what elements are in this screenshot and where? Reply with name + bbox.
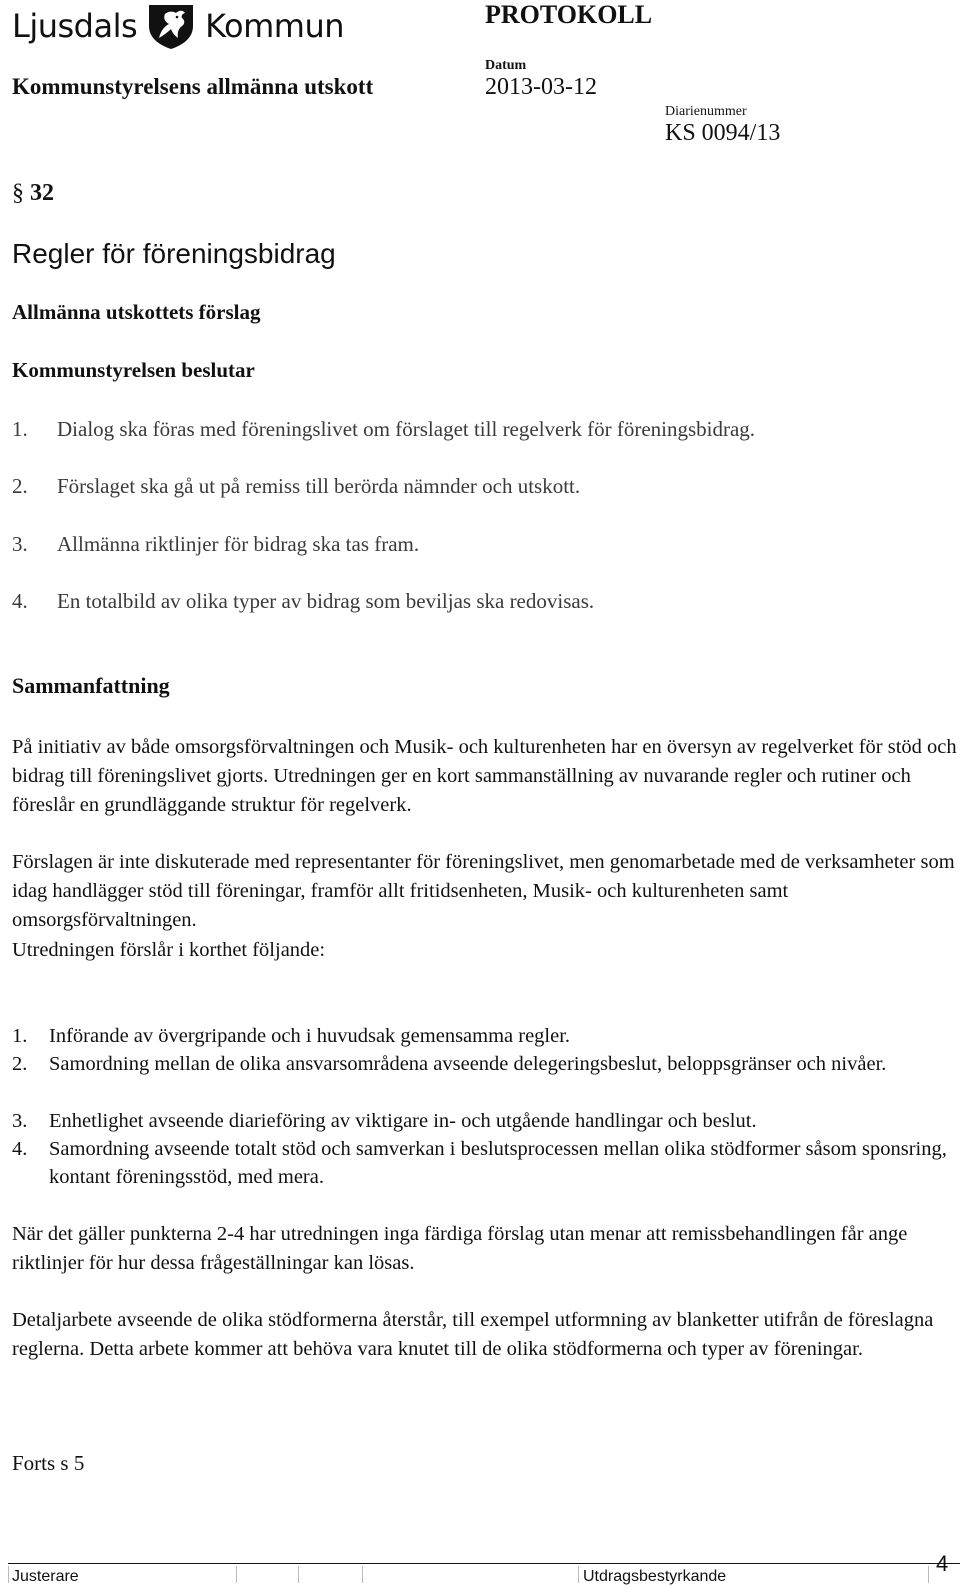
page-number: 4: [936, 1551, 949, 1576]
date-label: Datum: [485, 58, 527, 73]
list-item-text: En totalbild av olika typer av bidrag som beviljas ska redovisas.: [57, 589, 595, 613]
list-item-text: Samordning avseende totalt stöd och samverkan i beslutsprocessen mellan olika stödformer såsom sponsring, kontant föreningsstöd, med mera.: [49, 1138, 947, 1188]
committee-name: Kommunstyrelsens allmänna utskott: [12, 74, 374, 99]
summary-paragraph-2: Förslagen är inte diskuterade med representanter för föreningslivet, men genomarbetade med de verksamheter som idag handlägger stöd till föreningar, framför allt fritidsenheten, Musik- och kulturenheten samt omsorgsförvaltningen.: [12, 851, 955, 931]
list-item-number: 2.: [12, 1053, 28, 1075]
footer-cell-divider: [236, 1566, 237, 1583]
list-item: [12, 589, 594, 614]
footer-cell-divider: [362, 1566, 363, 1583]
document-type: PROTOKOLL: [485, 0, 653, 29]
list-item-number: 1.: [12, 1025, 28, 1047]
list-item: [12, 474, 580, 499]
list-item-number: 4.: [12, 1138, 28, 1160]
footer-utdrag-label: Utdragsbestyrkande: [583, 1568, 727, 1585]
summary-heading: Sammanfattning: [12, 673, 170, 698]
footer-justerare-label: Justerare: [12, 1568, 79, 1585]
footer-cell-divider: [928, 1566, 929, 1583]
footer-divider: [8, 1563, 960, 1584]
list-item-number: 3.: [12, 532, 28, 556]
summary-paragraph-5: Detaljarbete avseende de olika stödformerna återstår, till exempel utformning av blanketter utifrån de föreslagna reglerna. Detta arbete kommer att behöva vara knutet till de olika stödformerna och typer av föreningar.: [12, 1309, 934, 1360]
summary-paragraph-3: Utredningen förslår i korthet följande:: [12, 939, 326, 961]
list-item: [12, 1107, 957, 1135]
summary-paragraph-1: På initiativ av både omsorgsförvaltningen och Musik- och kulturenheten har en översyn av regelverket för stöd och bidrag till föreningslivet gjorts. Utredningen ger en kort sammanställning av nuvarande regler och rutiner och föreslår en grundläggande struktur för regelverk.: [12, 736, 957, 816]
footer-cell-divider: [578, 1566, 579, 1583]
date-value: 2013-03-12: [485, 74, 597, 100]
footer-cell-divider: [298, 1566, 299, 1583]
diary-number-label: Diarienummer: [665, 104, 747, 119]
list-item-text: Enhetlighet avseende diarieföring av viktigare in- och utgående handlingar och beslut.: [49, 1110, 757, 1132]
list-item-number: 4.: [12, 589, 28, 613]
list-item: [12, 417, 755, 442]
diary-number-value: KS 0094/13: [665, 120, 781, 146]
list-item: [12, 1050, 957, 1078]
summary-paragraph-4: När det gäller punkterna 2-4 har utredningen inga färdiga förslag utan menar att remissbehandlingen får ange riktlinjer för hur dessa frågeställningar kan lösas.: [12, 1223, 908, 1274]
paragraph-number-value: 32: [30, 180, 54, 206]
page-title: Regler för föreningsbidrag: [12, 238, 336, 269]
decision-heading: Kommunstyrelsen beslutar: [12, 358, 255, 382]
list-item-number: 3.: [12, 1110, 28, 1132]
list-item: [12, 532, 419, 557]
logo-text-left: Ljusdals: [12, 7, 138, 45]
list-item-text: Allmänna riktlinjer för bidrag ska tas fram.: [57, 532, 420, 556]
list-item-number: 1.: [12, 417, 28, 441]
list-item-text: Förslaget ska gå ut på remiss till berörda nämnder och utskott.: [57, 474, 581, 498]
coat-of-arms-icon: [143, 2, 199, 50]
logo-text-right: Kommun: [205, 7, 345, 45]
municipality-logo: [12, 2, 344, 50]
continued-note: Forts s 5: [12, 1451, 85, 1475]
paragraph-number: [12, 180, 54, 207]
section-symbol: §: [12, 180, 24, 206]
list-item-text: Införande av övergripande och i huvudsak gemensamma regler.: [49, 1025, 571, 1047]
list-item-text: Dialog ska föras med föreningslivet om förslaget till regelverk för föreningsbidrag.: [57, 417, 756, 441]
list-item-text: Samordning mellan de olika ansvarsområdena avseende delegeringsbeslut, beloppsgränser och nivåer.: [49, 1053, 887, 1075]
list-item: [12, 1135, 957, 1191]
list-item-number: 2.: [12, 474, 28, 498]
list-item: [12, 1022, 957, 1050]
footer-cell-divider: [8, 1566, 9, 1583]
proposal-heading: Allmänna utskottets förslag: [12, 300, 261, 324]
